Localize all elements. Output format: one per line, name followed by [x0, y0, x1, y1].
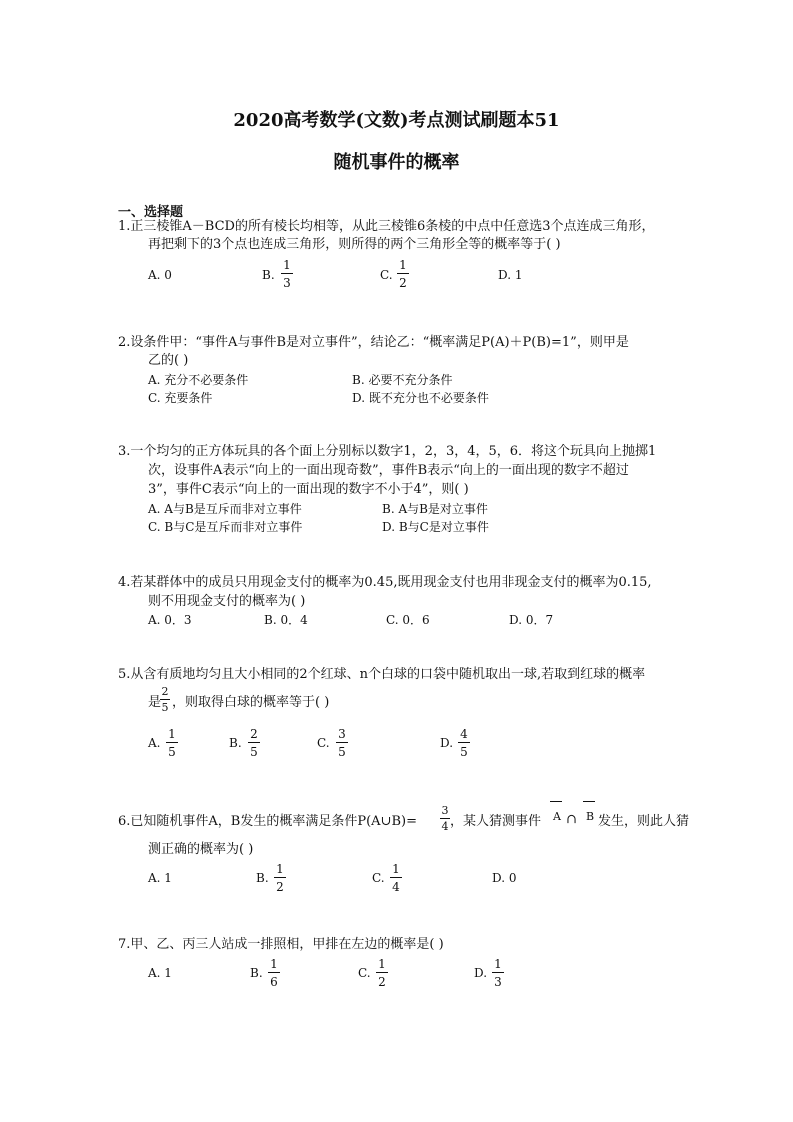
section-heading: 一、选择题 — [118, 205, 184, 220]
question-4-line-1: 4.若某群体中的成员只用现金支付的概率为0.45,既用现金支付也用非现金支付的概率为0.15, — [118, 575, 652, 590]
question-6-line-2: 测正确的概率为( ) — [148, 842, 254, 857]
q2-option-b: B. 必要不充分条件 — [352, 373, 453, 387]
q6-option-c: C. — [372, 871, 385, 885]
q5-option-d: D. — [440, 736, 454, 750]
q1-option-c: C. — [380, 268, 393, 282]
q3-option-c: C. B与C是互斥而非对立事件 — [148, 520, 303, 534]
q7-option-d: D. — [474, 966, 488, 980]
q4-option-a: A. 0．3 — [148, 613, 192, 627]
q6-option-b-fraction: $\frac{1}{2}$ — [274, 862, 286, 894]
q2-option-a: A. 充分不必要条件 — [148, 373, 249, 387]
q5-option-b: B. — [229, 736, 242, 750]
intersection-symbol: ∩ — [566, 812, 577, 827]
q7-option-d-fraction: $\frac{1}{3}$ — [492, 957, 504, 989]
q6-option-b: B. — [256, 871, 269, 885]
q7-option-c-fraction: $\frac{1}{2}$ — [376, 957, 388, 989]
question-1-line-2: 再把剩下的3个点也连成三角形，则所得的两个三角形全等的概率等于( ) — [148, 237, 561, 252]
q6-option-c-fraction: $\frac{1}{4}$ — [390, 862, 402, 894]
q4-option-c: C. 0．6 — [386, 613, 430, 627]
q2-option-c: C. 充要条件 — [148, 391, 213, 405]
question-4-line-2: 则不用现金支付的概率为( ) — [148, 594, 306, 609]
question-7-line-1: 7.甲、乙、丙三人站成一排照相，甲排在左边的概率是( ) — [118, 937, 444, 952]
q4-option-b: B. 0．4 — [264, 613, 308, 627]
q3-option-a: A. A与B是互斥而非对立事件 — [148, 502, 302, 516]
question-2-line-2: 乙的( ) — [148, 353, 189, 368]
q6-option-a: A. 1 — [148, 871, 172, 885]
question-2-line-1: 2.设条件甲：“事件A与事件B是对立事件”，结论乙：“概率满足P(A)＋P(B)=1”，则甲是 — [118, 335, 629, 350]
complement-bar-a — [550, 801, 562, 802]
complement-bar-b — [583, 801, 595, 802]
q5-option-b-fraction: $\frac{2}{5}$ — [248, 727, 260, 759]
q5-option-a-fraction: $\frac{1}{5}$ — [166, 727, 178, 759]
question-5-line-1: 5.从含有质地均匀且大小相同的2个红球、n个白球的口袋中随机取出一球,若取到红球的概率 — [118, 667, 646, 682]
question-1-line-1: 1.正三棱锥A－BCD的所有棱长均相等，从此三棱锥6条棱的中点中任意选3个点连成三角形， — [118, 219, 655, 234]
q6-event-a: A — [553, 810, 561, 823]
q1-option-b-fraction: $\frac{1}{3}$ — [281, 258, 293, 290]
q5-option-a: A. — [148, 736, 161, 750]
question-3-line-3: 3”，事件C表示“向上的一面出现的数字不小于4”，则( ) — [148, 482, 469, 497]
q1-option-a: A. 0 — [148, 268, 172, 282]
q6-event-b: B — [586, 810, 595, 823]
q3-option-d: D. B与C是对立事件 — [382, 520, 489, 534]
q7-option-b: B. — [250, 966, 263, 980]
q7-option-c: C. — [358, 966, 371, 980]
q7-option-b-fraction: $\frac{1}{6}$ — [268, 957, 280, 989]
q6-stem-fraction: $\frac{3}{4}$ — [441, 804, 449, 833]
q6-option-d: D. 0 — [492, 871, 517, 885]
q1-option-d: D. 1 — [498, 268, 523, 282]
question-6-line-1b: ，某人猜测事件 — [450, 814, 542, 829]
document-subtitle: 随机事件的概率 — [333, 152, 460, 173]
document-title: 2020高考数学(文数)考点测试刷题本51 — [233, 110, 560, 131]
q5-option-c-fraction: $\frac{3}{5}$ — [336, 727, 348, 759]
q5-option-c: C. — [317, 736, 330, 750]
question-3-line-2: 次，设事件A表示“向上的一面出现奇数”，事件B表示“向上的一面出现的数字不超过 — [148, 463, 629, 478]
q1-option-c-fraction: $\frac{1}{2}$ — [397, 258, 409, 290]
q1-option-b: B. — [262, 268, 275, 282]
question-6-line-1a: 6.已知随机事件A，B发生的概率满足条件P(A∪B)= — [118, 814, 417, 829]
question-5-line-2b: ，则取得白球的概率等于( ) — [172, 695, 330, 710]
q7-option-a: A. 1 — [148, 966, 172, 980]
q5-stem-fraction: $\frac{2}{5}$ — [161, 685, 169, 714]
q3-option-b: B. A与B是对立事件 — [382, 502, 488, 516]
question-6-line-1c: 发生，则此人猜 — [598, 814, 690, 829]
question-3-line-1: 3.一个均匀的正方体玩具的各个面上分别标以数字1，2，3，4，5，6．将这个玩具向上抛掷1 — [118, 444, 657, 459]
question-5-line-2a: 是 — [148, 695, 162, 710]
q4-option-d: D. 0．7 — [509, 613, 554, 627]
q5-option-d-fraction: $\frac{4}{5}$ — [458, 727, 470, 759]
q2-option-d: D. 既不充分也不必要条件 — [352, 391, 489, 405]
